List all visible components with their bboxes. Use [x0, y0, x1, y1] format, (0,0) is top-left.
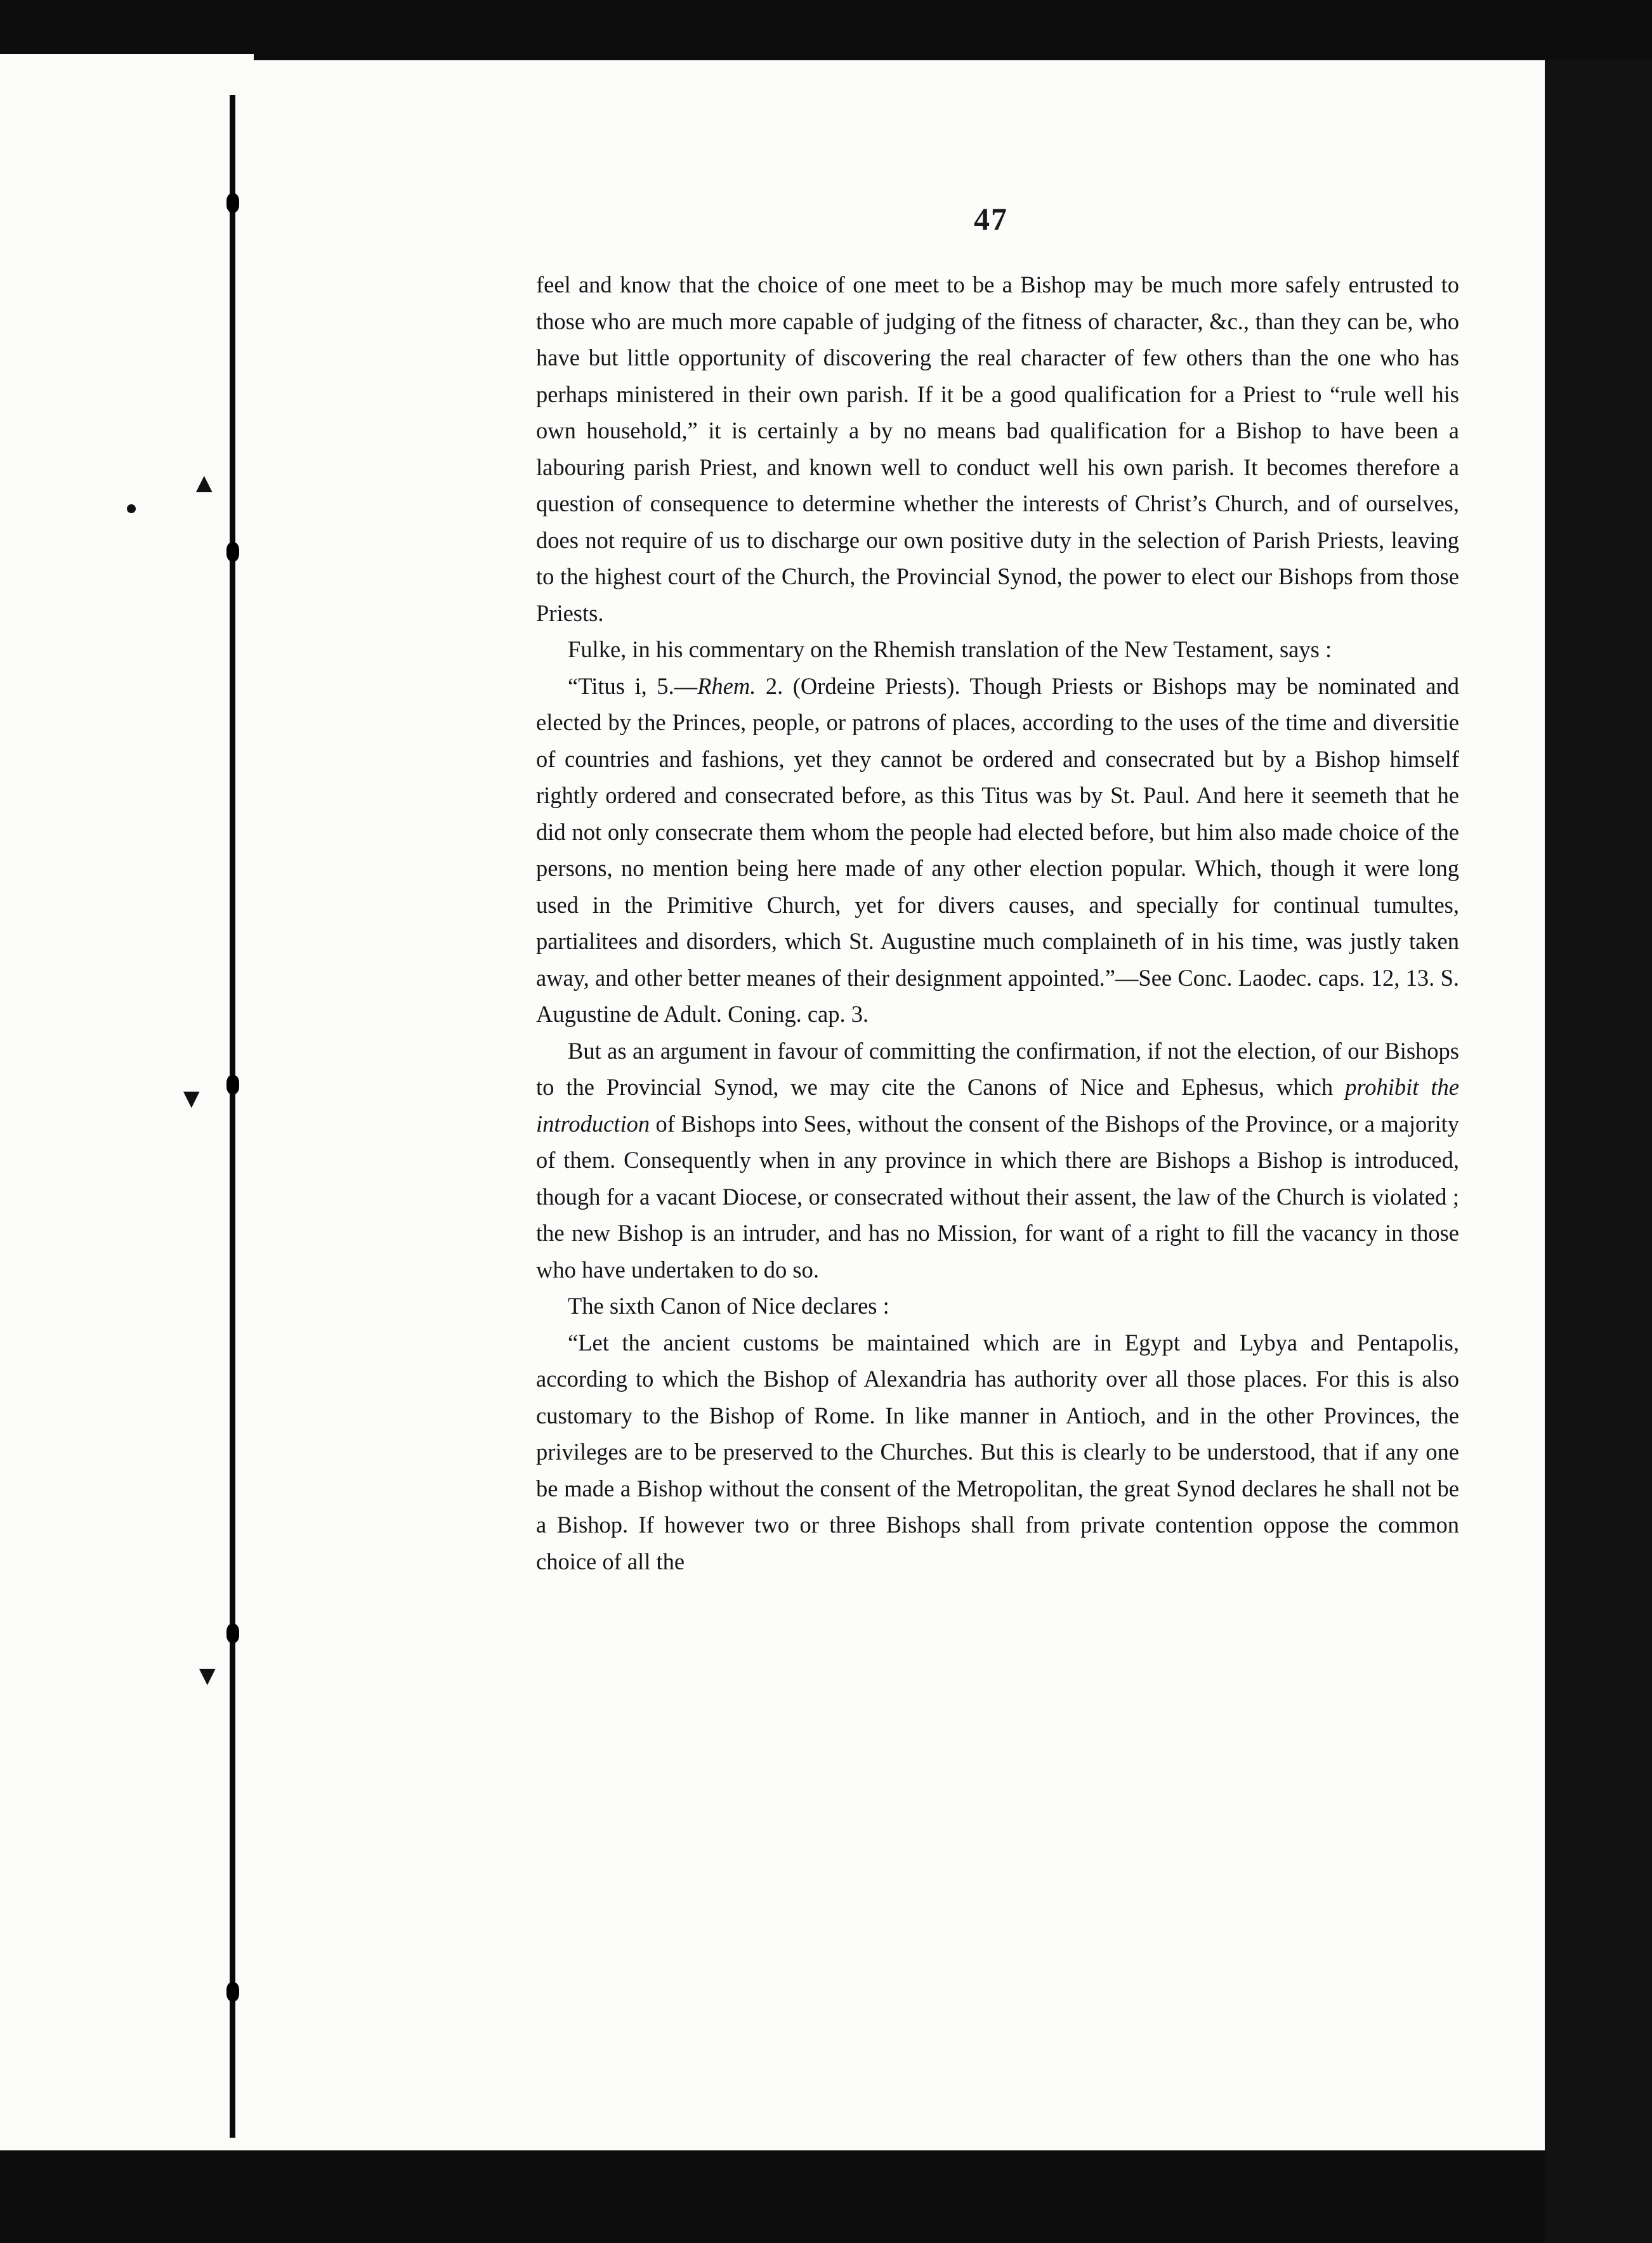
- binding-stitch: [226, 1624, 239, 1643]
- quotation-body: 2. (Ordeine Priests). Though Priests or Bishops may be nominated and elected by the Princes, people, or patrons of places, according to the uses of the time and diversitie of countries and fashions, yet they cannot be ordered and consecrated but by a Bishop himself rightly ordered and consecrated before, as this Titus was by St. Paul. And here it seemeth that he did not only consecrate them whom the people had elected before, but him also made choice of the persons, no mention being here made of any other election popular. Which, though it were long used in the Primitive Church, yet for divers causes, and specially for continual tumultes, partialitees and disorders, which St. Augustine much complaineth of in his time, was justly taken away, and other better meanes of their designment appointed.”—See Conc. Laodec. caps. 12, 13. S. Augustine de Adult. Coning. cap. 3.: [536, 672, 1459, 1027]
- paragraph-bishop-choice: feel and know that the choice of one meet to be a Bishop may be much more safely entrusted to those who are much more capable of judging of the fitness of character, &c., than they can be, who have but little opportunity of discovering the real character of few others than the one who has perhaps ministered in their own parish. If it be a good qualification for a Priest to “rule well his own household,” it is certainly a by no means bad qualification for a Bishop to have been a labouring parish Priest, and known well to conduct well his own parish. It becomes therefore a question of consequence to determine whether the interests of Christ’s Church, and of ourselves, does not require of us to discharge our own positive duty in the selection of Parish Priests, leaving to the highest court of the Church, the Provincial Synod, the power to elect our Bishops from those Priests.: [536, 271, 1459, 626]
- paragraph-provincial-synod-argument: [536, 1033, 1459, 1288]
- binding-fold: [230, 95, 235, 2138]
- binding-thread-mark: ▼: [193, 1660, 221, 1691]
- binding-stitch: [226, 193, 239, 213]
- page-edge-shadow: [1545, 60, 1652, 2243]
- page-number: 47: [974, 201, 1008, 237]
- paragraph-sixth-canon-intro: The sixth Canon of Nice declares :: [568, 1293, 889, 1319]
- paragraph-sixth-canon-text: “Let the ancient customs be maintained which are in Egypt and Lybya and Pentapolis, according to which the Bishop of Alexandria has authority over all those places. For this is also customary to the Bishop of Rome. In like manner in Antioch, and in the other Provinces, the privileges are to be preserved to the Churches. But this is clearly to be understood, that if any one be made a Bishop without the consent of the Metropolitan, the great Synod declares he shall not be a Bishop. If however two or three Bishops shall from private contention oppose the common choice of all the: [536, 1329, 1459, 1574]
- body-text: [536, 266, 1459, 1579]
- paragraph-fulke-intro: Fulke, in his commentary on the Rhemish translation of the New Testament, says :: [568, 636, 1332, 662]
- argument-lead: But as an argument in favour of committing the confirmation, if not the election, of our Bishops to the Provincial Synod, we may cite the Canons of Nice and Ephesus, which: [536, 1037, 1459, 1100]
- binding-thread-mark: ▼: [178, 1083, 206, 1114]
- binding-thread-mark: ▲: [190, 468, 218, 499]
- italic-emphasis: prohibit the introduction: [536, 1074, 1459, 1137]
- binding-dot: [127, 504, 136, 513]
- paragraph-titus-quotation: [536, 668, 1459, 1033]
- binding-stitch: [226, 1075, 239, 1094]
- binding-stitch: [226, 542, 239, 561]
- left-page-margin: [0, 54, 254, 2150]
- italic-reference: Rhem.: [697, 672, 756, 699]
- argument-body: of Bishops into Sees, without the consent of the Bishops of the Province, or a majority of them. Consequently when in any province in which there are Bishops a Bishop is introduced, though for a vacant Diocese, or consecrated without their assent, the law of the Church is violated ; the new Bishop is an intruder, and has no Mission, for want of a right to fill the vacancy in those who have undertaken to do so.: [536, 1110, 1459, 1283]
- binding-stitch: [226, 1982, 239, 2001]
- quotation-reference: “Titus i, 5.—: [568, 672, 698, 699]
